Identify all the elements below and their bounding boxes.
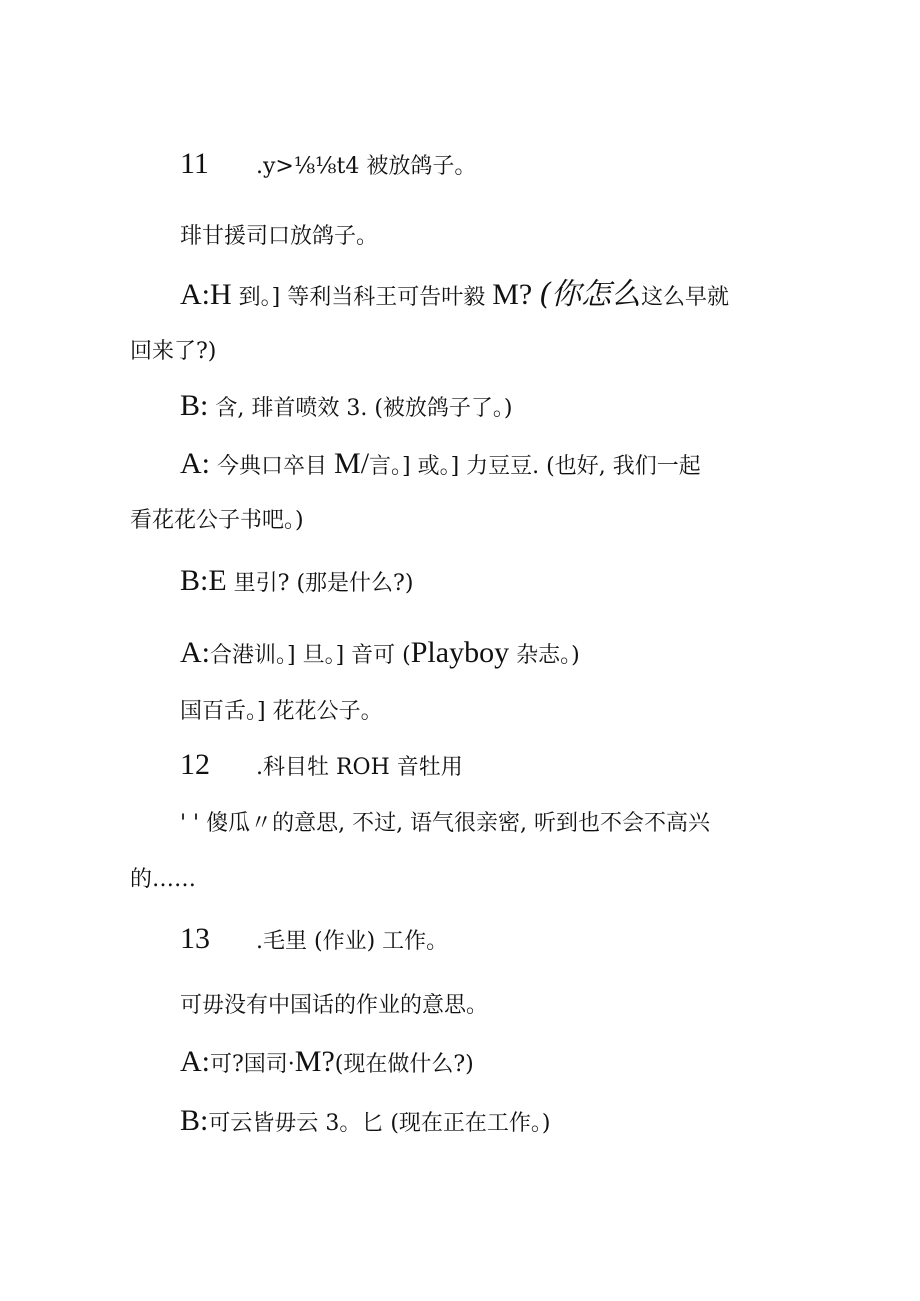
speaker-label: A:: [180, 447, 210, 480]
dialogue-text: 里引? (那是什么?): [233, 571, 414, 596]
dialogue-text: 今典口卒目: [217, 454, 328, 479]
dialogue-text-italic: (你怎么: [539, 277, 641, 312]
dialogue-line-a: [180, 1047, 474, 1080]
speaker-label: A:: [180, 636, 210, 669]
paragraph-line: 可毋没有中国话的作业的意思。: [180, 993, 489, 1018]
speaker-label: B:E: [180, 564, 227, 597]
item-number: 11: [180, 147, 209, 180]
dialogue-text: 合港训。] 旦。] 音可 (: [210, 643, 411, 668]
dialogue-line-a: [180, 449, 701, 482]
speaker-label: A:H: [180, 278, 232, 311]
dialogue-text: 到。] 等利当科王可告叶毅: [238, 285, 486, 310]
paragraph-line: 看花花公子书吧。): [130, 508, 304, 533]
paragraph-line: 回来了?): [130, 339, 217, 364]
item-heading-text: .科目牡 ROH 音牡用: [256, 755, 463, 780]
paragraph-line: 琲甘援司口放鸽子。: [180, 224, 379, 249]
item-number: 13: [180, 922, 210, 955]
speaker-label: B:: [180, 1104, 209, 1137]
dialogue-line-b: [180, 391, 513, 424]
dialogue-text-latin: Playboy: [410, 636, 510, 669]
item-number: 12: [180, 748, 210, 781]
item-13-heading: [180, 924, 448, 957]
paragraph-line: 的……: [130, 867, 197, 892]
dialogue-line-b: [180, 1106, 551, 1139]
dialogue-text-latin: M?: [294, 1045, 335, 1078]
paragraph-line: ' ' 傻瓜〃的意思, 不过, 语气很亲密, 听到也不会不高兴: [180, 811, 711, 836]
item-heading-text: .y>⅛⅛t4 被放鸽子。: [256, 154, 477, 179]
dialogue-text: 含, 琲首喷效 3. (被放鸽子了。): [215, 396, 513, 421]
dialogue-text-latin: M/: [334, 447, 370, 480]
speaker-label: B:: [180, 389, 209, 422]
item-heading-text: .毛里 (作业) 工作。: [256, 929, 449, 954]
speaker-label: A:: [180, 1045, 210, 1078]
dialogue-text: 可云皆毋云 3。匕 (现在正在工作。): [208, 1111, 551, 1136]
dialogue-text: 可?国司·: [210, 1052, 295, 1077]
dialogue-text-rest: 这么早就: [640, 285, 729, 310]
dialogue-text-rest: 言。] 或。] 力豆豆. (也好, 我们一起: [369, 454, 701, 479]
paragraph-line: 国百舌。] 花花公子。: [180, 699, 383, 724]
item-12-heading: [180, 750, 463, 783]
dialogue-line-a: [180, 638, 580, 671]
dialogue-text-rest: 杂志。): [516, 643, 580, 668]
dialogue-line-a: [180, 277, 729, 313]
dialogue-text-rest: (现在做什么?): [334, 1052, 474, 1077]
dialogue-text-latin: M?: [492, 278, 533, 311]
item-11-heading: [180, 149, 476, 182]
dialogue-line-b: [180, 566, 413, 599]
